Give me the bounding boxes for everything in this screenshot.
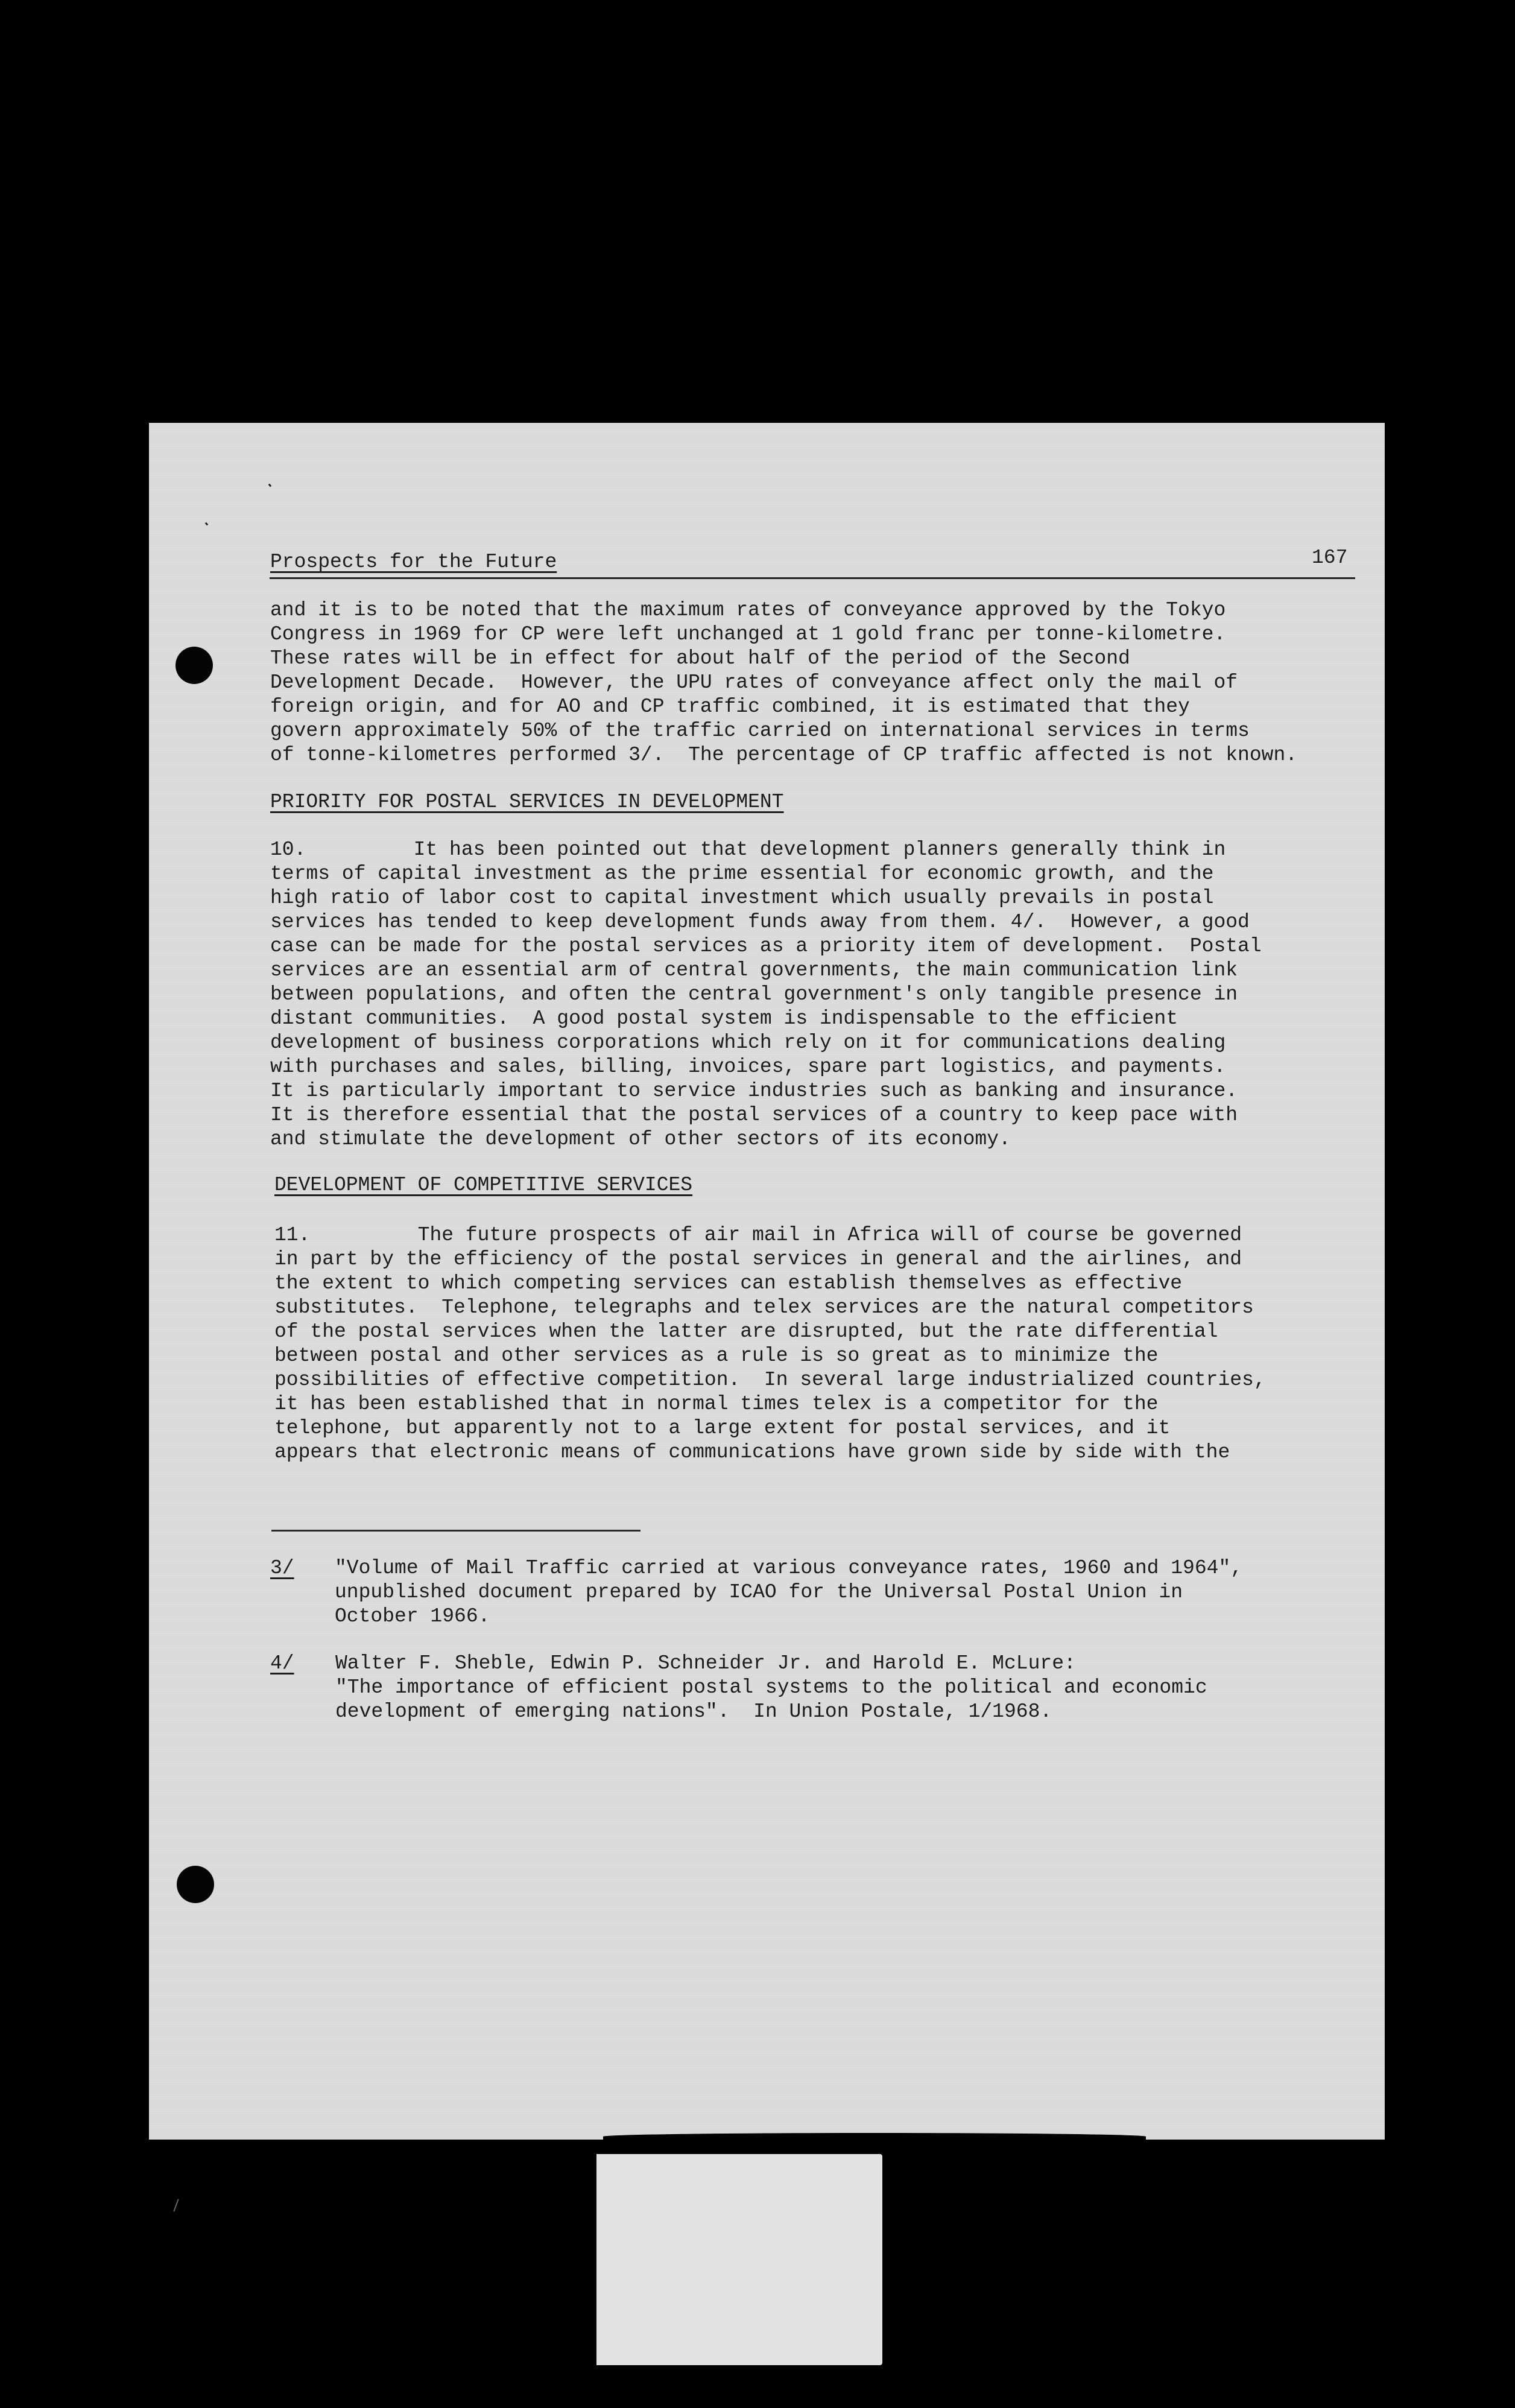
text-line: It is therefore essential that the postal services of a country to keep pace with — [270, 1104, 1238, 1126]
footnote-4-marker — [270, 1652, 294, 1676]
paragraph-10 — [270, 838, 1262, 1152]
section-heading: PRIORITY FOR POSTAL SERVICES IN DEVELOPMENT — [270, 791, 784, 813]
section-heading: DEVELOPMENT OF COMPETITIVE SERVICES — [274, 1174, 693, 1196]
footnote-3-marker — [270, 1556, 294, 1580]
paragraph-continued — [270, 598, 1297, 767]
footnote-line: "The importance of efficient postal systems to the political and economic — [335, 1676, 1207, 1699]
text-line: of tonne-kilometres performed 3/. The percentage of CP traffic affected is not known. — [270, 744, 1298, 766]
target-card — [596, 2154, 882, 2365]
text-line: Development Decade. However, the UPU rates of conveyance affect only the mail of — [270, 671, 1238, 694]
text-line: development of business corporations which rely on it for communications dealing — [270, 1031, 1226, 1054]
text-line: terms of capital investment as the prime essential for economic growth, and the — [270, 863, 1214, 885]
text-line: It is particularly important to service industries such as banking and insurance. — [270, 1080, 1238, 1102]
text-line: and it is to be noted that the maximum rates of conveyance approved by the Tokyo — [270, 599, 1226, 621]
text-line: possibilities of effective competition. In several large industrialized countries, — [274, 1369, 1266, 1391]
text-line: 10. It has been pointed out that development planners generally think in — [270, 838, 1226, 861]
text-line: substitutes. Telephone, telegraphs and telex services are the natural competitors — [274, 1296, 1254, 1319]
section-heading-competitive — [274, 1173, 692, 1197]
film-scratch — [173, 2199, 179, 2211]
text-line: between postal and other services as a rule is so great as to minimize the — [274, 1345, 1159, 1367]
text-line: in part by the efficiency of the postal services in general and the airlines, and — [274, 1248, 1242, 1270]
running-header: Prospects for the Future — [270, 551, 557, 573]
header-rule — [270, 577, 1355, 579]
text-line: govern approximately 50% of the traffic carried on international services in terms — [270, 720, 1250, 742]
text-line: distant communities. A good postal system is indispensable to the efficient — [270, 1007, 1178, 1030]
footnote-4 — [335, 1652, 1207, 1724]
text-line: case can be made for the postal services as a priority item of development. Postal — [270, 935, 1262, 957]
page-number: 167 — [1312, 547, 1348, 569]
text-line: telephone, but apparently not to a large extent for postal services, and it — [274, 1417, 1171, 1439]
text-line: 11. The future prospects of air mail in Africa will of course be governed — [274, 1224, 1242, 1246]
footnote-line: unpublished document prepared by ICAO for the Universal Postal Union in — [335, 1581, 1183, 1603]
footnote-marker: 4/ — [270, 1652, 294, 1675]
text-line: with purchases and sales, billing, invoices, spare part logistics, and payments. — [270, 1056, 1226, 1078]
footnote-line: development of emerging nations". In Union Postale, 1/1968. — [335, 1700, 1052, 1723]
text-line: of the postal services when the latter are disrupted, but the rate differential — [274, 1320, 1218, 1343]
text-line: services are an essential arm of central governments, the main communication link — [270, 959, 1238, 981]
text-line: appears that electronic means of communications have grown side by side with the — [274, 1441, 1230, 1463]
section-heading-priority — [270, 790, 784, 814]
text-line: between populations, and often the central government's only tangible presence in — [270, 983, 1238, 1006]
text-line: and stimulate the development of other sectors of its economy. — [270, 1128, 1011, 1150]
page-curl-shadow — [603, 2133, 1146, 2140]
text-line: These rates will be in effect for about half of the period of the Second — [270, 647, 1130, 670]
text-line: the extent to which competing services can establish themselves as effective — [274, 1272, 1183, 1294]
text-line: foreign origin, and for AO and CP traffic combined, it is estimated that they — [270, 695, 1190, 718]
text-line: high ratio of labor cost to capital investment which usually prevails in postal — [270, 887, 1214, 909]
paragraph-11 — [274, 1223, 1266, 1465]
punch-hole-bottom — [177, 1866, 214, 1903]
footnote-line: October 1966. — [335, 1605, 490, 1627]
footnote-separator — [271, 1530, 640, 1532]
footnote-line: "Volume of Mail Traffic carried at various conveyance rates, 1960 and 1964", — [335, 1557, 1243, 1579]
footnote-3 — [335, 1556, 1242, 1629]
footnote-marker: 3/ — [270, 1557, 294, 1579]
text-line: services has tended to keep development funds away from them. 4/. However, a good — [270, 911, 1250, 933]
text-line: it has been established that in normal times telex is a competitor for the — [274, 1393, 1159, 1415]
footnote-line: Walter F. Sheble, Edwin P. Schneider Jr. and Harold E. McLure: — [335, 1652, 1076, 1675]
text-line: Congress in 1969 for CP were left unchanged at 1 gold franc per tonne-kilometre. — [270, 623, 1226, 645]
punch-hole-top — [176, 647, 213, 684]
